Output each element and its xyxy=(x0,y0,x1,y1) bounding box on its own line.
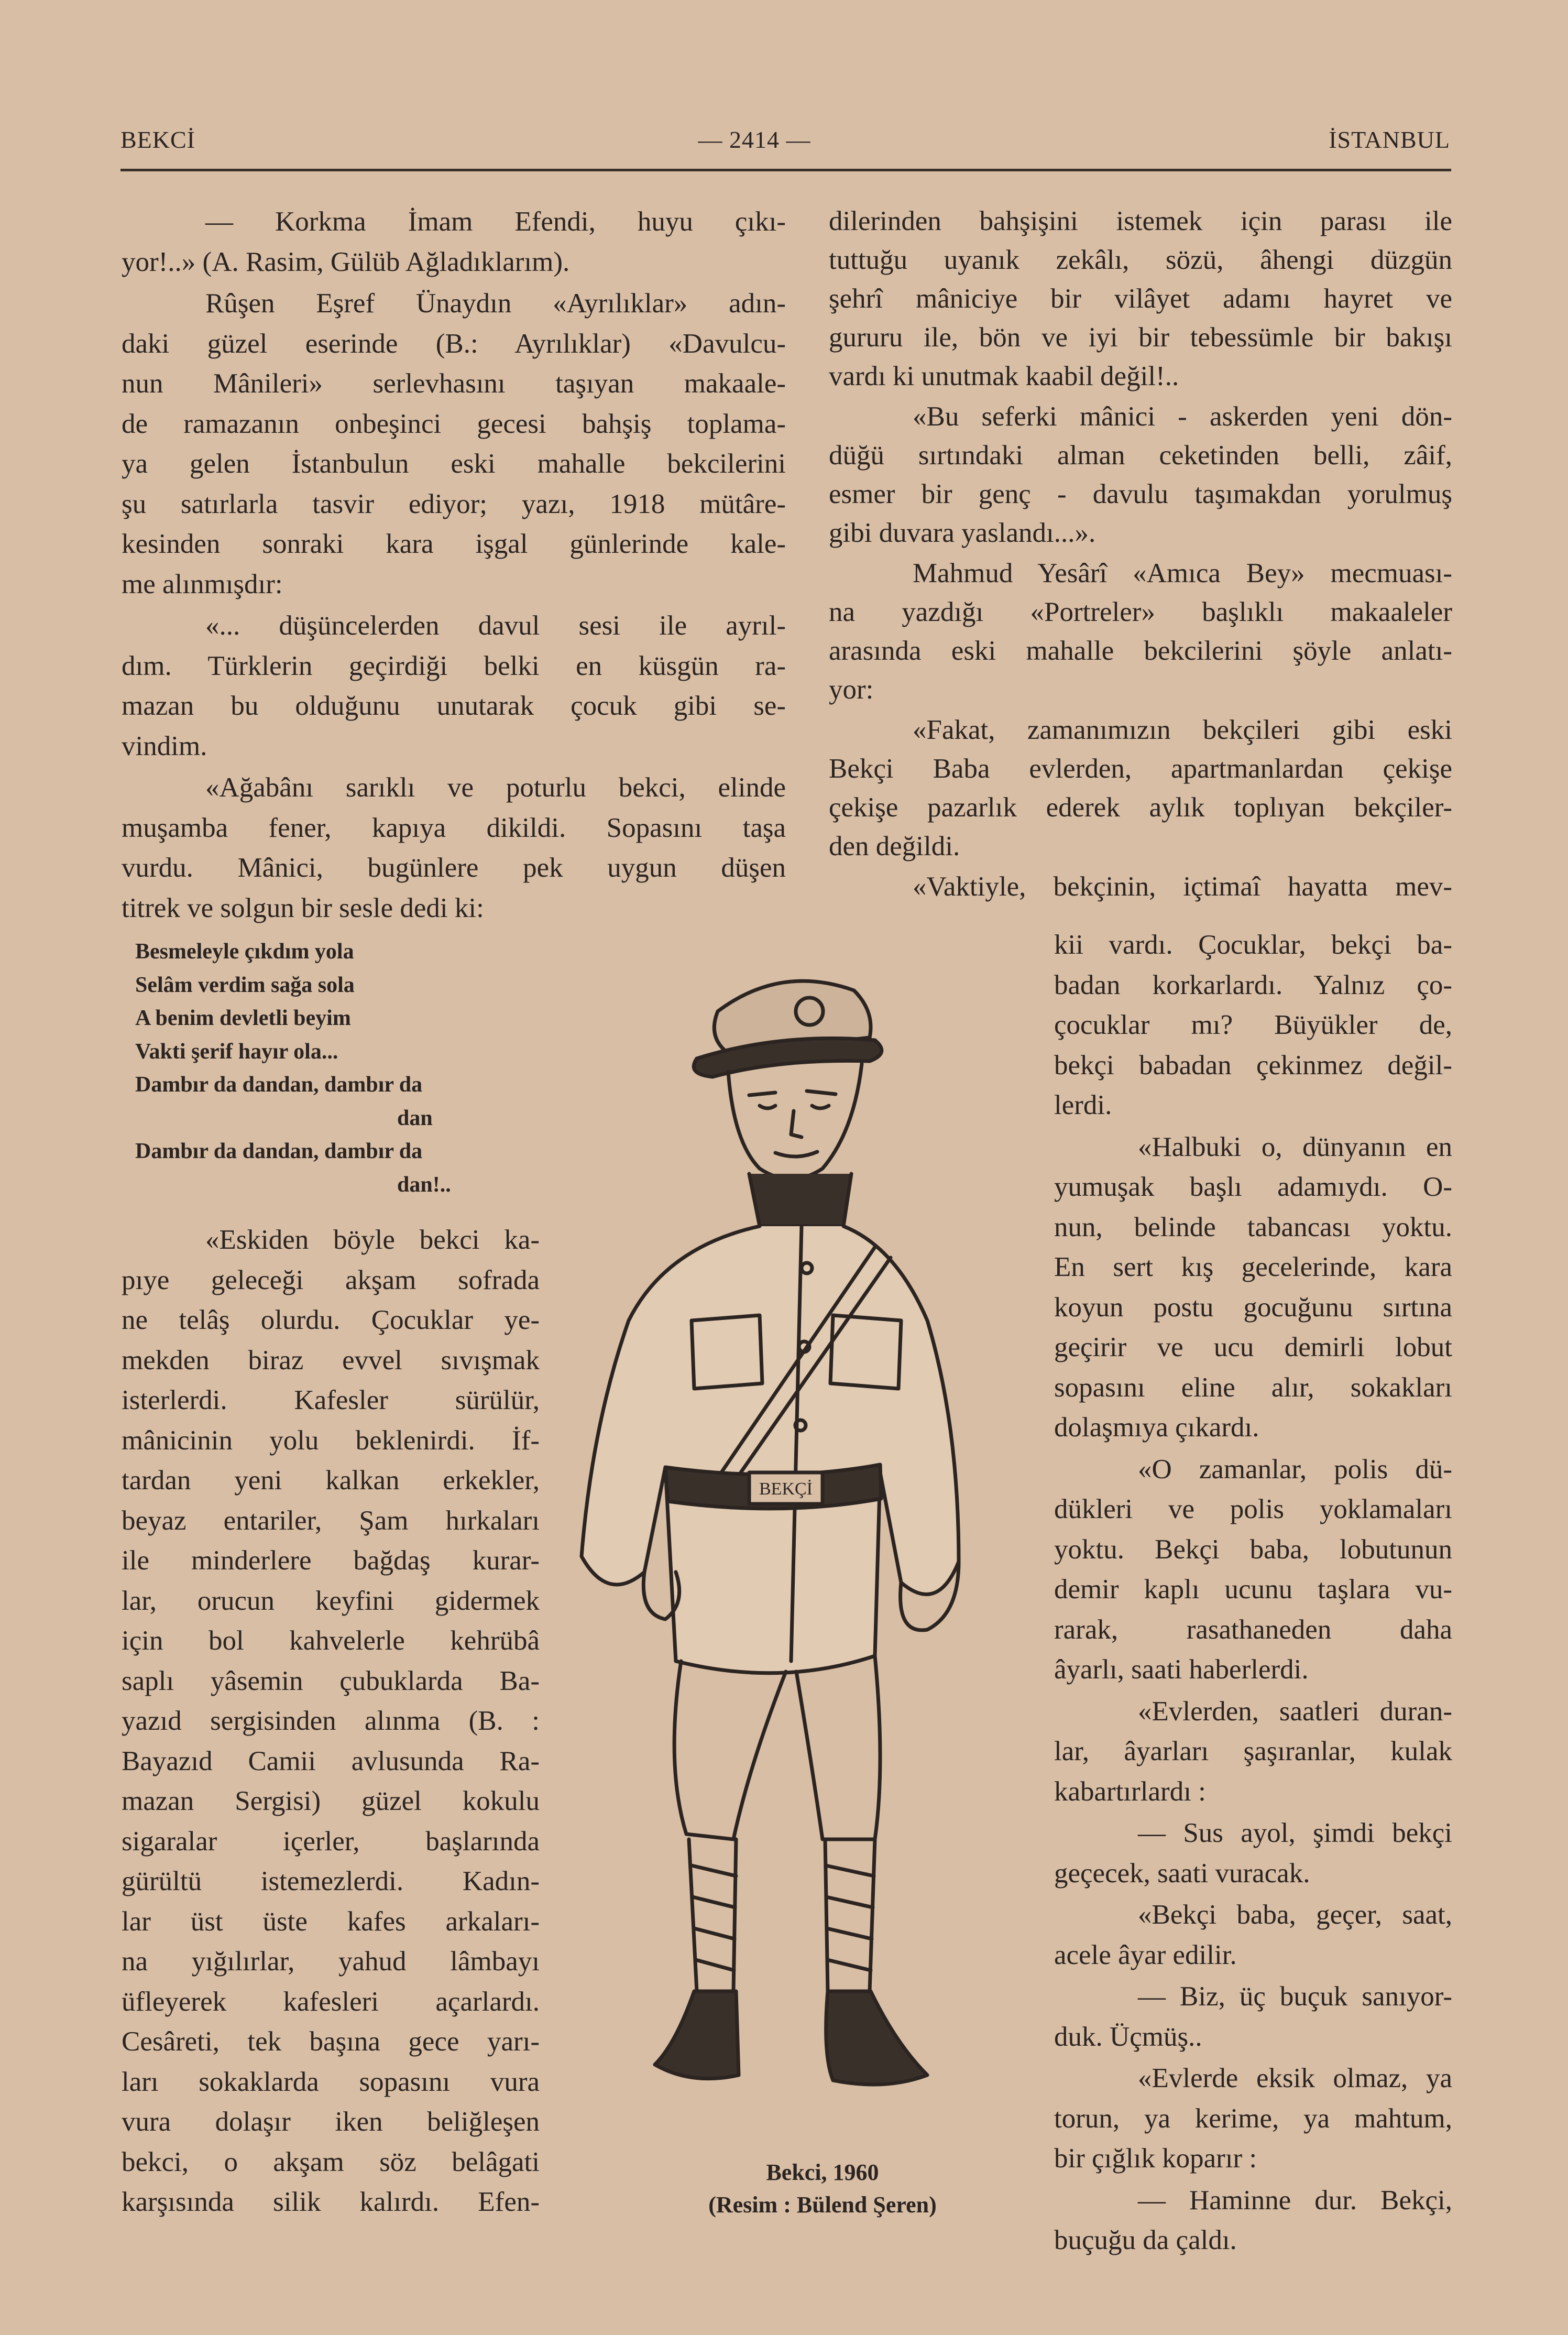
caption-credit: (Resim : Bülend Şeren) xyxy=(708,2192,937,2218)
text-line: «O zamanlar, polis dü- xyxy=(1138,1454,1452,1485)
text-line: şu satırlarla tasvir ediyor; yazı, 1918 mütâre- xyxy=(122,488,786,519)
text-line: isterlerdi. Kafesler sürülür, xyxy=(122,1385,540,1415)
text-line: dükleri ve polis yoklamaları xyxy=(1054,1494,1452,1524)
text-line: — Sus ayol, şimdi bekçi xyxy=(1138,1818,1452,1848)
poem-line: A benim devletli beyim xyxy=(135,1006,351,1030)
text-line: sigaralar içerler, başlarında xyxy=(122,1826,540,1857)
text-line: me alınmışdır: xyxy=(122,569,283,599)
left-column-top xyxy=(122,202,786,930)
page-number: — 2414 — xyxy=(698,126,811,153)
paragraph xyxy=(1054,2180,1452,2261)
text-line: duk. Üçmüş.. xyxy=(1054,2021,1202,2052)
text-line: beyaz entariler, Şam hırkaları xyxy=(122,1505,540,1536)
text-line: vindim. xyxy=(122,730,207,761)
paragraph xyxy=(122,283,786,604)
poem-line: Dambır da dandan, dambır da xyxy=(135,1073,423,1097)
text-line: ya gelen İstanbulun eski mahalle bekcilerini xyxy=(122,449,786,479)
text-line: kesinden sonraki kara işgal günlerinde kale- xyxy=(122,529,786,559)
text-line: düğü sırtındaki alman ceketinden belli, zâif, xyxy=(829,440,1452,471)
text-line: gururu ile, bön ve iyi bir tebessümle bir bakışı xyxy=(829,322,1452,353)
text-line: yor!..» (A. Rasim, Gülüb Ağladıklarım). xyxy=(122,246,570,277)
text-line: muşamba fener, kapıya dikildi. Sopasını taşa xyxy=(122,812,786,843)
text-line: nun Mânileri» serlevhasını taşıyan makaale- xyxy=(122,368,786,399)
poem-line: Vakti şerif hayır ola... xyxy=(135,1039,338,1064)
text-line: den değildi. xyxy=(829,831,960,861)
text-line: âyarlı, saati haberlerdi. xyxy=(1054,1654,1309,1685)
text-line: «Bekçi baba, geçer, saat, xyxy=(1138,1900,1452,1930)
text-line: yumuşak başlı adamıydı. O- xyxy=(1054,1172,1452,1202)
text-line: Cesâreti, tek başına gece yarı- xyxy=(122,2026,540,2057)
text-line: «Ağabânı sarıklı ve poturlu bekci, elinde xyxy=(205,772,786,803)
mani-poem xyxy=(135,935,451,1202)
text-line: ile minderlere bağdaş kurar- xyxy=(122,1545,540,1576)
paragraph xyxy=(829,397,1452,552)
text-line: karşısında silik kalırdı. Efen- xyxy=(122,2187,540,2217)
text-line: «Evlerden, saatleri duran- xyxy=(1138,1696,1452,1727)
text-line: titrek ve solgun bir sesle dedi ki: xyxy=(122,892,484,923)
text-line: çocuklar mı? Büyükler de, xyxy=(1054,1010,1452,1040)
text-line: daki güzel eserinde (B.: Ayrılıklar) «Davulcu- xyxy=(122,328,786,359)
text-line: «... düşüncelerden davul sesi ile ayrıl- xyxy=(205,610,786,641)
text-line: ları sokaklarda sopasını vura xyxy=(122,2066,540,2097)
text-line: demir kaplı ucunu taşlara vu- xyxy=(1054,1574,1452,1605)
poem-line: Dambır da dandan, dambır da xyxy=(135,1139,423,1163)
text-line: sopasını eline alır, sokakları xyxy=(1054,1372,1452,1403)
poem-line: dan xyxy=(397,1106,433,1130)
text-line: torun, ya kerime, ya mahtum, xyxy=(1054,2103,1452,2134)
paragraph xyxy=(829,202,1452,396)
text-line: vardı ki unutmak kaabil değil!.. xyxy=(829,361,1179,391)
paragraph xyxy=(122,606,786,766)
text-line: esmer bir genç - davulu taşımakdan yorulmuş xyxy=(829,479,1452,509)
belt-lettering: BEKÇİ xyxy=(759,1479,813,1499)
paragraph xyxy=(1054,1977,1452,2057)
text-line: geçecek, saati vuracak. xyxy=(1054,1858,1310,1889)
text-line: Bayazıd Camii avlusunda Ra- xyxy=(122,1745,540,1776)
text-line: «Halbuki o, dünyanın en xyxy=(1138,1131,1452,1162)
running-header-left: BEKCİ xyxy=(120,126,195,153)
text-line: buçuğu da çaldı. xyxy=(1054,2225,1237,2255)
text-line: lar, orucun keyfini gidermek xyxy=(122,1585,540,1616)
text-line: vurdu. Mânici, bugünlere pek uygun düşen xyxy=(122,853,786,883)
right-column-narrow xyxy=(1054,925,1452,2262)
paragraph xyxy=(122,768,786,928)
poem-line: dan!.. xyxy=(397,1172,451,1197)
text-line: «Vaktiyle, bekçinin, içtimaî hayatta mev- xyxy=(913,871,1452,902)
text-line: koyun postu gocuğunu sırtına xyxy=(1054,1292,1452,1323)
text-line: üfleyerek kafesleri açarlardı. xyxy=(122,1986,540,2017)
text-line: mekden biraz evvel sıvışmak xyxy=(122,1345,540,1376)
text-line: bekci, o akşam söz belâgati xyxy=(122,2146,540,2177)
text-line: şehrî mâniciye bir vilâyet adamı hayret ve xyxy=(829,283,1452,314)
text-line: gürültü istemezlerdi. Kadın- xyxy=(122,1866,540,1896)
text-line: En sert kış gecelerinde, kara xyxy=(1054,1252,1452,1282)
text-line: mazan bu olduğunu unutarak çocuk gibi se- xyxy=(122,691,786,721)
text-line: badan korkarlardı. Yalnız ço- xyxy=(1054,969,1452,1000)
paragraph xyxy=(829,867,1452,906)
text-line: dilerinden bahşişini istemek için parası ile xyxy=(829,206,1452,236)
text-line: «Bu seferki mânici - askerden yeni dön- xyxy=(913,401,1452,432)
text-line: vura dolaşır iken beliğleşen xyxy=(122,2107,540,2137)
paragraph xyxy=(1054,2058,1452,2179)
text-line: Bekçi Baba evlerden, apartmanlardan çekişe xyxy=(829,754,1452,784)
text-line: — Haminne dur. Bekçi, xyxy=(1138,2185,1452,2216)
text-line: rarak, rasathaneden daha xyxy=(1054,1614,1452,1645)
text-line: mazan Sergisi) güzel kokulu xyxy=(122,1786,540,1816)
header-rule xyxy=(120,169,1451,171)
text-line: pıye geleceği akşam sofrada xyxy=(122,1264,540,1295)
text-line: «Evlerde eksik olmaz, ya xyxy=(1138,2063,1452,2093)
text-line: na yığılırlar, yahud lâmbayı xyxy=(122,1946,540,1977)
paragraph xyxy=(1054,925,1452,1126)
text-line: arasında eski mahalle bekcilerini şöyle anlatı- xyxy=(829,636,1452,666)
text-line: yor: xyxy=(829,674,874,705)
paragraph xyxy=(1054,1895,1452,1975)
text-line: dolaşmıya çıkardı. xyxy=(1054,1412,1259,1443)
text-line: «Eskiden böyle bekci ka- xyxy=(205,1225,540,1255)
text-line: acele âyar edilir. xyxy=(1054,1939,1237,1970)
text-line: nun, belinde tabancası yoktu. xyxy=(1054,1212,1452,1242)
paragraph xyxy=(829,554,1452,709)
caption-title: Bekci, 1960 xyxy=(766,2159,879,2185)
text-line: yoktu. Bekçi baba, lobutunun xyxy=(1054,1534,1452,1565)
text-line: kabartırlardı : xyxy=(1054,1776,1206,1807)
paragraph xyxy=(122,202,786,282)
right-column-top xyxy=(829,202,1452,908)
text-line: gibi duvara yaslandı...». xyxy=(829,518,1096,548)
paragraph xyxy=(1054,1127,1452,1448)
text-line: çekişe pazarlık ederek aylık toplıyan bekçiler- xyxy=(829,792,1452,823)
text-line: tuttuğu uyanık zekâlı, sözü, âhengi düzgün xyxy=(829,245,1452,275)
paragraph xyxy=(122,1220,540,2222)
text-line: ne telâş olurdu. Çocuklar ye- xyxy=(122,1305,540,1335)
text-line: için bol kahvelerle kehrübâ xyxy=(122,1625,540,1656)
paragraph xyxy=(829,711,1452,866)
text-line: «Fakat, zamanımızın bekçileri gibi eski xyxy=(913,715,1452,745)
text-line: — Korkma İmam Efendi, huyu çıkı- xyxy=(205,206,786,237)
text-line: kii vardı. Çocuklar, bekçi ba- xyxy=(1054,930,1452,960)
text-line: saplı yâsemin çubuklarda Ba- xyxy=(122,1665,540,1696)
text-line: Mahmud Yesârî «Amıca Bey» mecmuası- xyxy=(913,558,1452,588)
running-header-right: İSTANBUL xyxy=(1329,126,1450,153)
poem-line: Selâm verdim sağa sola xyxy=(135,973,355,997)
text-line: lerdi. xyxy=(1054,1090,1112,1120)
text-line: — Biz, üç buçuk sanıyor- xyxy=(1138,1981,1452,2012)
text-line: bekçi babadan çekinmez değil- xyxy=(1054,1050,1452,1081)
text-line: lar üst üste kafes arkaları- xyxy=(122,1906,540,1937)
text-line: yazıd sergisinden alınma (B. : xyxy=(122,1706,540,1736)
poem-line: Besmeleyle çıkdım yola xyxy=(135,940,354,964)
text-line: bir çığlık koparır : xyxy=(1054,2143,1257,2174)
paragraph xyxy=(1054,1813,1452,1893)
text-line: mânicinin yolu beklenirdi. İf- xyxy=(122,1425,540,1456)
text-line: de ramazanın onbeşinci gecesi bahşiş toplama- xyxy=(122,408,786,439)
bekci-illustration xyxy=(561,954,1022,2143)
text-line: na yazdığı «Portreler» başlıklı makaaleler xyxy=(829,597,1452,627)
text-line: lar, âyarları şaşıranlar, kulak xyxy=(1054,1736,1452,1766)
illustration-caption xyxy=(597,2156,1048,2221)
text-line: dım. Türklerin geçirdiği belki en küsgün ra- xyxy=(122,650,786,681)
left-column-narrow xyxy=(122,1220,540,2224)
text-line: geçirir ve ucu demirli lobut xyxy=(1054,1332,1452,1362)
text-line: Rûşen Eşref Ünaydın «Ayrılıklar» adın- xyxy=(205,288,786,319)
paragraph xyxy=(1054,1449,1452,1690)
paragraph xyxy=(1054,1692,1452,1812)
text-line: tardan yeni kalkan erkekler, xyxy=(122,1465,540,1496)
